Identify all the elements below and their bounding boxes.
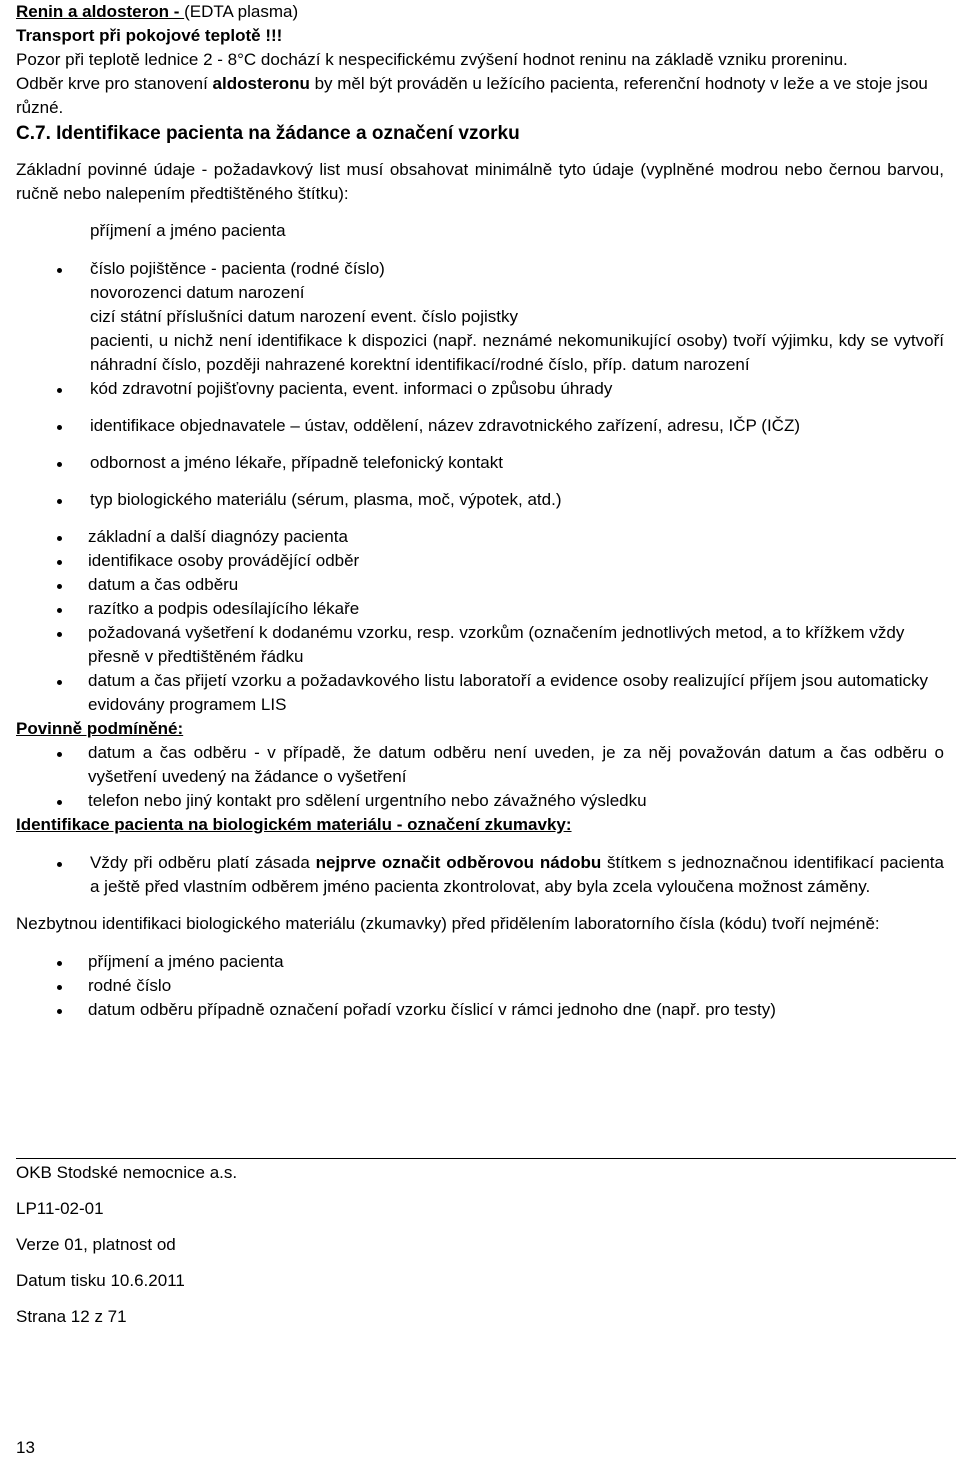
aldosteron-note-part1: Odběr krve pro stanovení bbox=[16, 74, 213, 93]
bio-item-part2: štítkem s jednoznačnou identifikací pacienta a ještě před vlastním odběrem jméno pacienta zkontrolovat, aby byla zcela vyloučena možnost záměny. bbox=[90, 853, 944, 896]
list-item: odbornost a jméno lékaře, případně telefonický kontakt bbox=[16, 451, 944, 475]
document-page bbox=[16, 0, 944, 1326]
list-item: základní a další diagnózy pacienta bbox=[16, 525, 944, 549]
renin-title-text: Renin a aldosteron - bbox=[16, 2, 185, 21]
list-item: telefon nebo jiný kontakt pro sdělení urgentního nebo závažného výsledku bbox=[16, 789, 944, 813]
conditional-heading: Povinně podmíněné: bbox=[16, 719, 184, 738]
document-footer bbox=[16, 1158, 956, 1339]
list-item bbox=[16, 851, 944, 899]
min-identification-list bbox=[16, 950, 944, 1022]
list-item: kód zdravotní pojišťovny pacienta, event. informaci o způsobu úhrady bbox=[16, 377, 944, 401]
list-item: datum odběru případně označení pořadí vzorku číslicí v rámci jednoho dne (např. pro testy) bbox=[16, 998, 944, 1022]
list-item: identifikace osoby provádějící odběr bbox=[16, 549, 944, 573]
min-identification-intro: Nezbytnou identifikaci biologického materiálu (zkumavky) před přidělením laboratorního čísla (kódu) tvoří nejméně: bbox=[16, 914, 880, 933]
footer-version: Verze 01, platnost od bbox=[16, 1235, 176, 1254]
list-item: rodné číslo bbox=[16, 974, 944, 998]
list-item: požadovaná vyšetření k dodanému vzorku, resp. vzorkům (označením jednotlivých metod, a to křížkem vždy přesně v předtištěném řádku bbox=[16, 621, 944, 669]
aldosteron-note-bold: aldosteronu bbox=[212, 74, 310, 93]
list-item: datum a čas přijetí vzorku a požadavkového listu laboratoří a evidence osoby realizující příjem jsou automaticky evidovány programem LIS bbox=[16, 669, 944, 717]
list-item: číslo pojištěnce - pacienta (rodné číslo) bbox=[16, 257, 944, 281]
footer-organization: OKB Stodské nemocnice a.s. bbox=[16, 1163, 238, 1182]
list-item: cizí státní příslušníci datum narození event. číslo pojistky bbox=[90, 307, 519, 326]
bio-item-bold: nejprve označit odběrovou nádobu bbox=[315, 853, 602, 872]
renin-title-suffix: (EDTA plasma) bbox=[184, 2, 299, 21]
footer-document-code: LP11-02-01 bbox=[16, 1199, 104, 1218]
list-item: datum a čas odběru - v případě, že datum odběru není uveden, je za něj považován datum a čas odběru o vyšetření uvedený na žádance o vyšetření bbox=[16, 741, 944, 789]
list-item: novorozenci datum narození bbox=[90, 283, 305, 302]
renin-warning: Pozor při teplotě lednice 2 - 8°C dochází k nespecifickému zvýšení hodnot reninu na základě vzniku proreninu. bbox=[16, 50, 848, 69]
renin-title bbox=[16, 0, 944, 24]
list-item: identifikace objednavatele – ústav, oddělení, název zdravotnického zařízení, adresu, IČP (IČZ) bbox=[16, 414, 944, 438]
footer-print-date: Datum tisku 10.6.2011 bbox=[16, 1271, 185, 1290]
conditional-items-list bbox=[16, 741, 944, 813]
page-number: 13 bbox=[16, 1438, 35, 1457]
list-item: typ biologického materiálu (sérum, plasma, moč, výpotek, atd.) bbox=[16, 488, 944, 512]
footer-page: Strana 12 z 71 bbox=[16, 1307, 127, 1326]
transport-note: Transport při pokojové teplotě !!! bbox=[16, 26, 283, 45]
list-item: příjmení a jméno pacienta bbox=[90, 221, 286, 240]
additional-items-list bbox=[16, 525, 944, 717]
section-heading-c7: C.7. Identifikace pacienta na žádance a označení vzorku bbox=[16, 123, 520, 144]
required-items-list bbox=[16, 219, 944, 512]
c7-intro: Základní povinné údaje - požadavkový list musí obsahovat minimálně tyto údaje (vyplněné modrou nebo černou barvou, ručně nebo nalepením předtištěného štítku): bbox=[16, 160, 944, 203]
bio-material-heading: Identifikace pacienta na biologickém materiálu - označení zkumavky: bbox=[16, 815, 572, 834]
list-item: razítko a podpis odesílajícího lékaře bbox=[16, 597, 944, 621]
aldosteron-note-part2: by měl být prováděn u ležícího pacienta, referenční hodnoty v leže a ve stoje jsou různé. bbox=[16, 74, 928, 117]
bio-item-part1: Vždy při odběru platí zásada bbox=[90, 853, 316, 872]
aldosteron-note bbox=[16, 72, 944, 120]
list-item: datum a čas odběru bbox=[16, 573, 944, 597]
list-item: pacienti, u nichž není identifikace k dispozici (např. neznámé nekomunikující osoby) tvoří výjimku, kdy se vytvoří náhradní číslo, později nahrazené korektní identifikací/rodné číslo, příp. datum narození bbox=[90, 331, 944, 374]
bio-material-list bbox=[16, 851, 944, 899]
list-item: příjmení a jméno pacienta bbox=[16, 950, 944, 974]
